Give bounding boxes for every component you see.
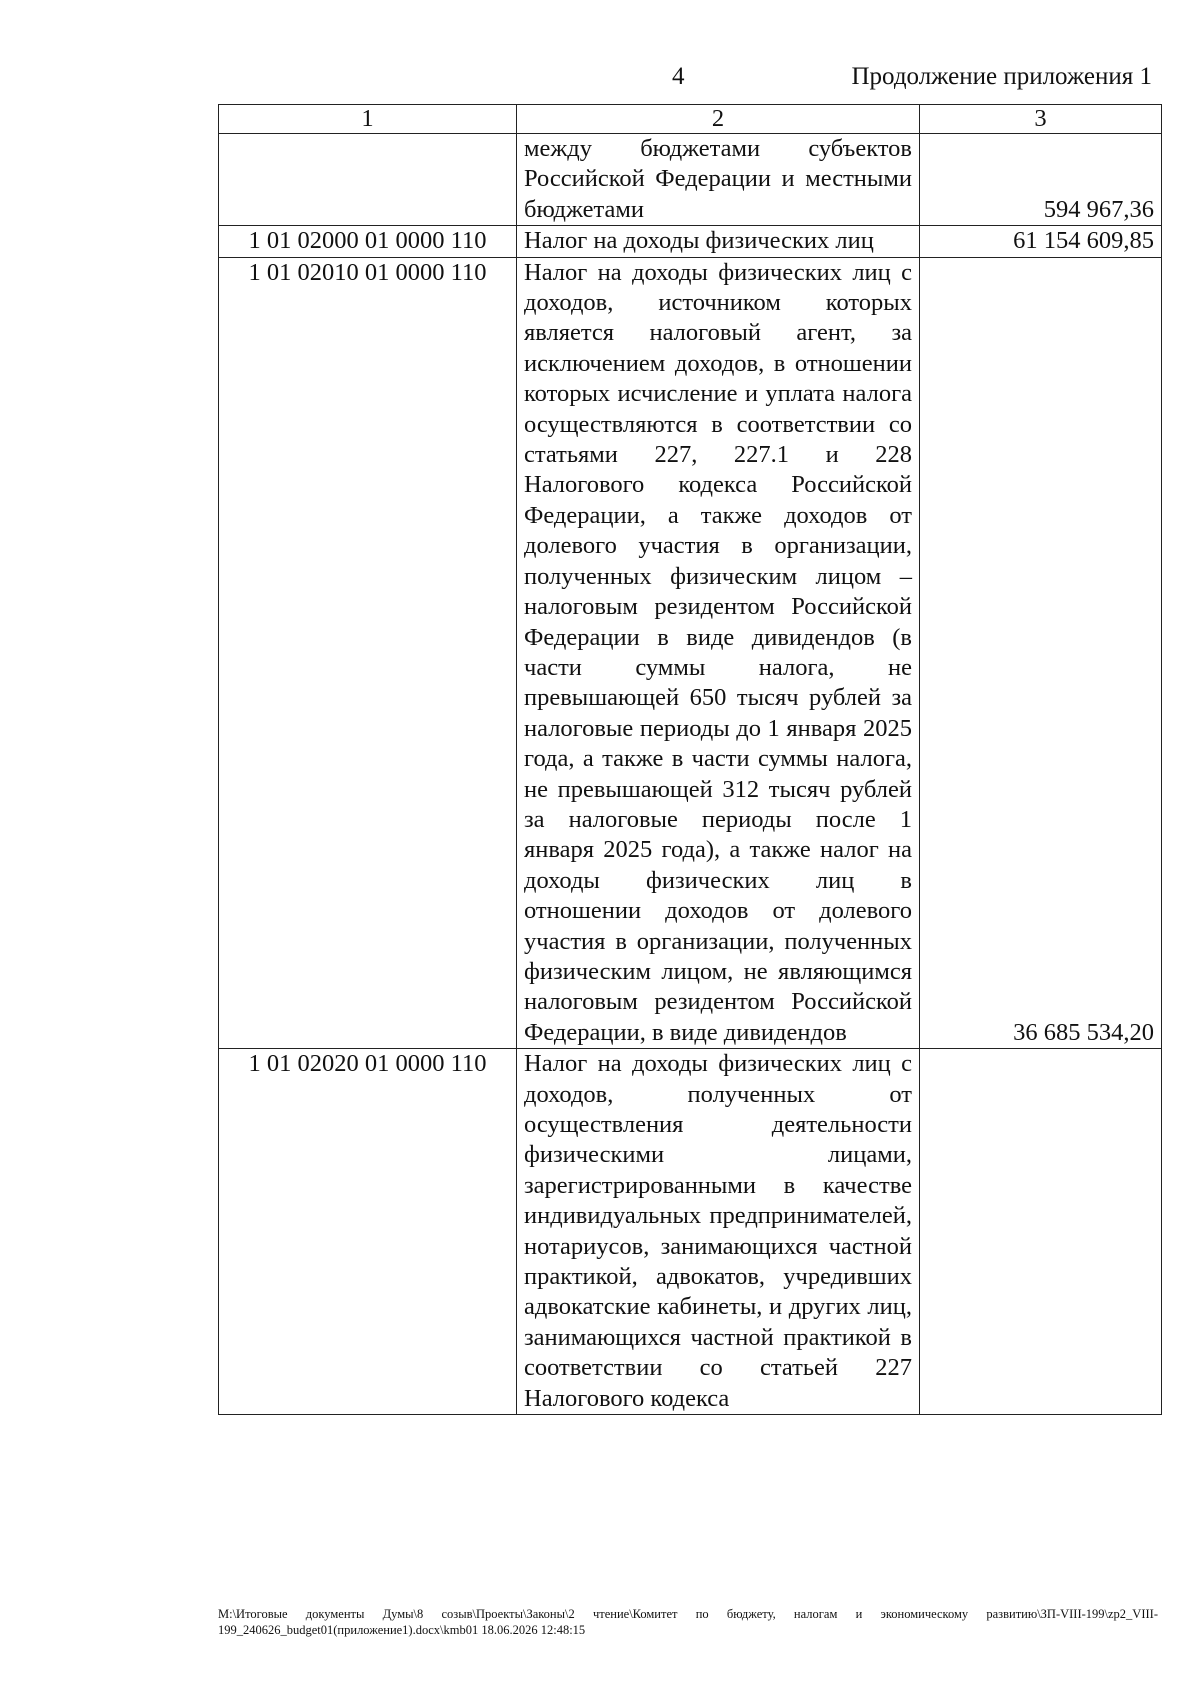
table-row <box>219 257 1162 1049</box>
amount-cell: 594 967,36 <box>920 134 1162 226</box>
budget-code-cell <box>219 134 517 226</box>
table-row <box>219 1049 1162 1415</box>
table-row <box>219 226 1162 257</box>
budget-code-cell: 1 01 02020 01 0000 110 <box>219 1049 517 1415</box>
table-header-row <box>219 105 1162 134</box>
budget-code-cell: 1 01 02010 01 0000 110 <box>219 257 517 1049</box>
appendix-continuation-note: Продолжение приложения 1 <box>851 63 1152 90</box>
income-name-cell: Налог на доходы физических лиц <box>517 226 920 257</box>
revenue-table <box>218 104 1162 1415</box>
amount-cell <box>920 1049 1162 1415</box>
column-header-3: 3 <box>920 105 1162 134</box>
table-row <box>219 134 1162 226</box>
amount-cell: 36 685 534,20 <box>920 257 1162 1049</box>
amount-cell: 61 154 609,85 <box>920 226 1162 257</box>
income-name-cell: Налог на доходы физических лиц с доходов, полученных от осуществления деятельности физическими лицами, зарегистрированными в качестве индивидуальных предпринимателей, нотариусов, занимающихся частной практикой, адвокатов, учредивших адвокатские кабинеты, и других лиц, занимающихся частной практикой в соответствии со статьей 227 Налогового кодекса <box>517 1049 920 1415</box>
footer-file-path: M:\Итоговые документы Думы\8 созыв\Проекты\Законы\2 чтение\Комитет по бюджету, налогам и экономическому развитию\ЗП-VIII-199\zp2_VIII-199_240626_budget01(приложение1).docx\kmb01 18.06.2026 12:48:15 <box>218 1607 1158 1637</box>
column-header-1: 1 <box>219 105 517 134</box>
income-name-cell: Налог на доходы физических лиц с доходов, источником которых является налоговый агент, за исключением доходов, в отношении которых исчисление и уплата налога осуществляются в соответствии со статьями 227, 227.1 и 228 Налогового кодекса Российской Федерации, а также доходов от долевого участия в организации, полученных физическим лицом – налоговым резидентом Российской Федерации в виде дивидендов (в части суммы налога, не превышающей 650 тысяч рублей за налоговые периоды до 1 января 2025 года, а также в части суммы налога, не превышающей 312 тысяч рублей за налоговые периоды после 1 января 2025 года), а также налог на доходы физических лиц в отношении доходов от долевого участия в организации, полученных физическим лицом, не являющимся налоговым резидентом Российской Федерации, в виде дивидендов <box>517 257 920 1049</box>
column-header-2: 2 <box>517 105 920 134</box>
budget-code-cell: 1 01 02000 01 0000 110 <box>219 226 517 257</box>
page-number: 4 <box>672 63 685 90</box>
income-name-cell: между бюджетами субъектов Российской Федерации и местными бюджетами <box>517 134 920 226</box>
